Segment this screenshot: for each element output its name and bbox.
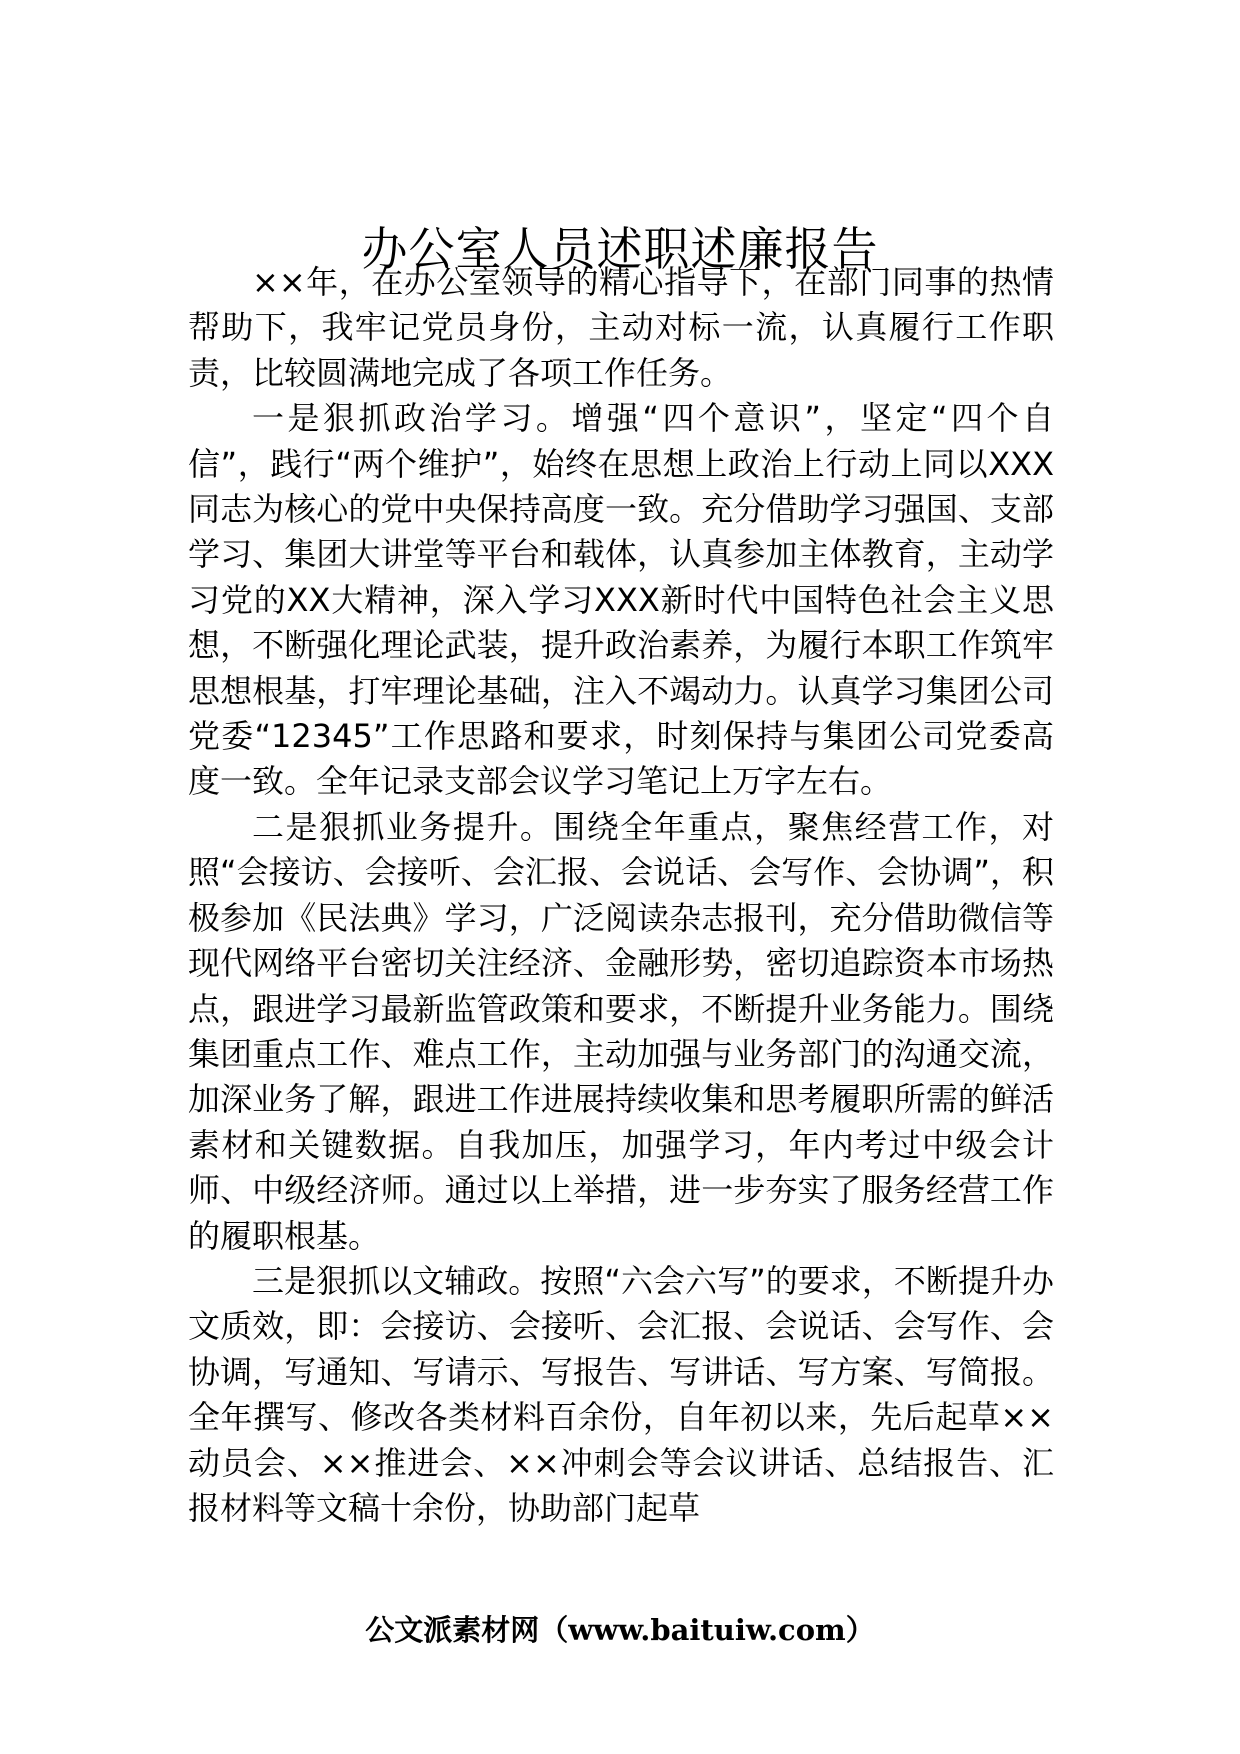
- paragraph-business-improvement: 二是狠抓业务提升。围绕全年重点，聚焦经营工作，对照“会接访、会接听、会汇报、会说话、会写作、会协调”，积极参加《民法典》学习，广泛阅读杂志报刊，充分借助微信等现代网络平台密切关注经济、金融形势，密切追踪资本市场热点，跟进学习最新监管政策和要求，不断提升业务能力。围绕集团重点工作、难点工作，主动加强与业务部门的沟通交流，加深业务了解，跟进工作进展持续收集和思考履职所需的鲜活素材和关键数据。自我加压，加强学习，年内考过中级会计师、中级经济师。通过以上举措，进一步夯实了服务经营工作的履职根基。: [188, 807, 1054, 1255]
- document-body: [188, 260, 1054, 1531]
- document-title: 办公室人员述职述廉报告: [361, 221, 879, 276]
- paragraph-political-study: 一是狠抓政治学习。增强“四个意识”，坚定“四个自信”，践行“两个维护”，始终在思想上政治上行动上同以XXX同志为核心的党中央保持高度一致。充分借助学习强国、支部学习、集团大讲堂等平台和载体，认真参加主体教育，主动学习党的XX大精神，深入学习XXX新时代中国特色社会主义思想，不断强化理论武装，提升政治素养，为履行本职工作筑牢思想根基，打牢理论基础，注入不竭动力。认真学习集团公司党委“12345”工作思路和要求，时刻保持与集团公司党委高度一致。全年记录支部会议学习笔记上万字左右。: [188, 399, 1054, 801]
- paragraph-intro: ××年，在办公室领导的精心指导下，在部门同事的热情帮助下，我牢记党员身份，主动对标一流，认真履行工作职责，比较圆满地完成了各项工作任务。: [188, 263, 1054, 392]
- footer-watermark: 公文派素材网（www.baituiw.com）: [365, 1613, 875, 1647]
- paragraph-writing-support: 三是狠抓以文辅政。按照“六会六写”的要求，不断提升办文质效，即：会接访、会接听、会汇报、会说话、会写作、会协调，写通知、写请示、写报告、写讲话、写方案、写简报。全年撰写、修改各类材料百余份，自年初以来，先后起草××动员会、××推进会、××冲刺会等会议讲话、总结报告、汇报材料等文稿十余份，协助部门起草: [188, 1261, 1054, 1527]
